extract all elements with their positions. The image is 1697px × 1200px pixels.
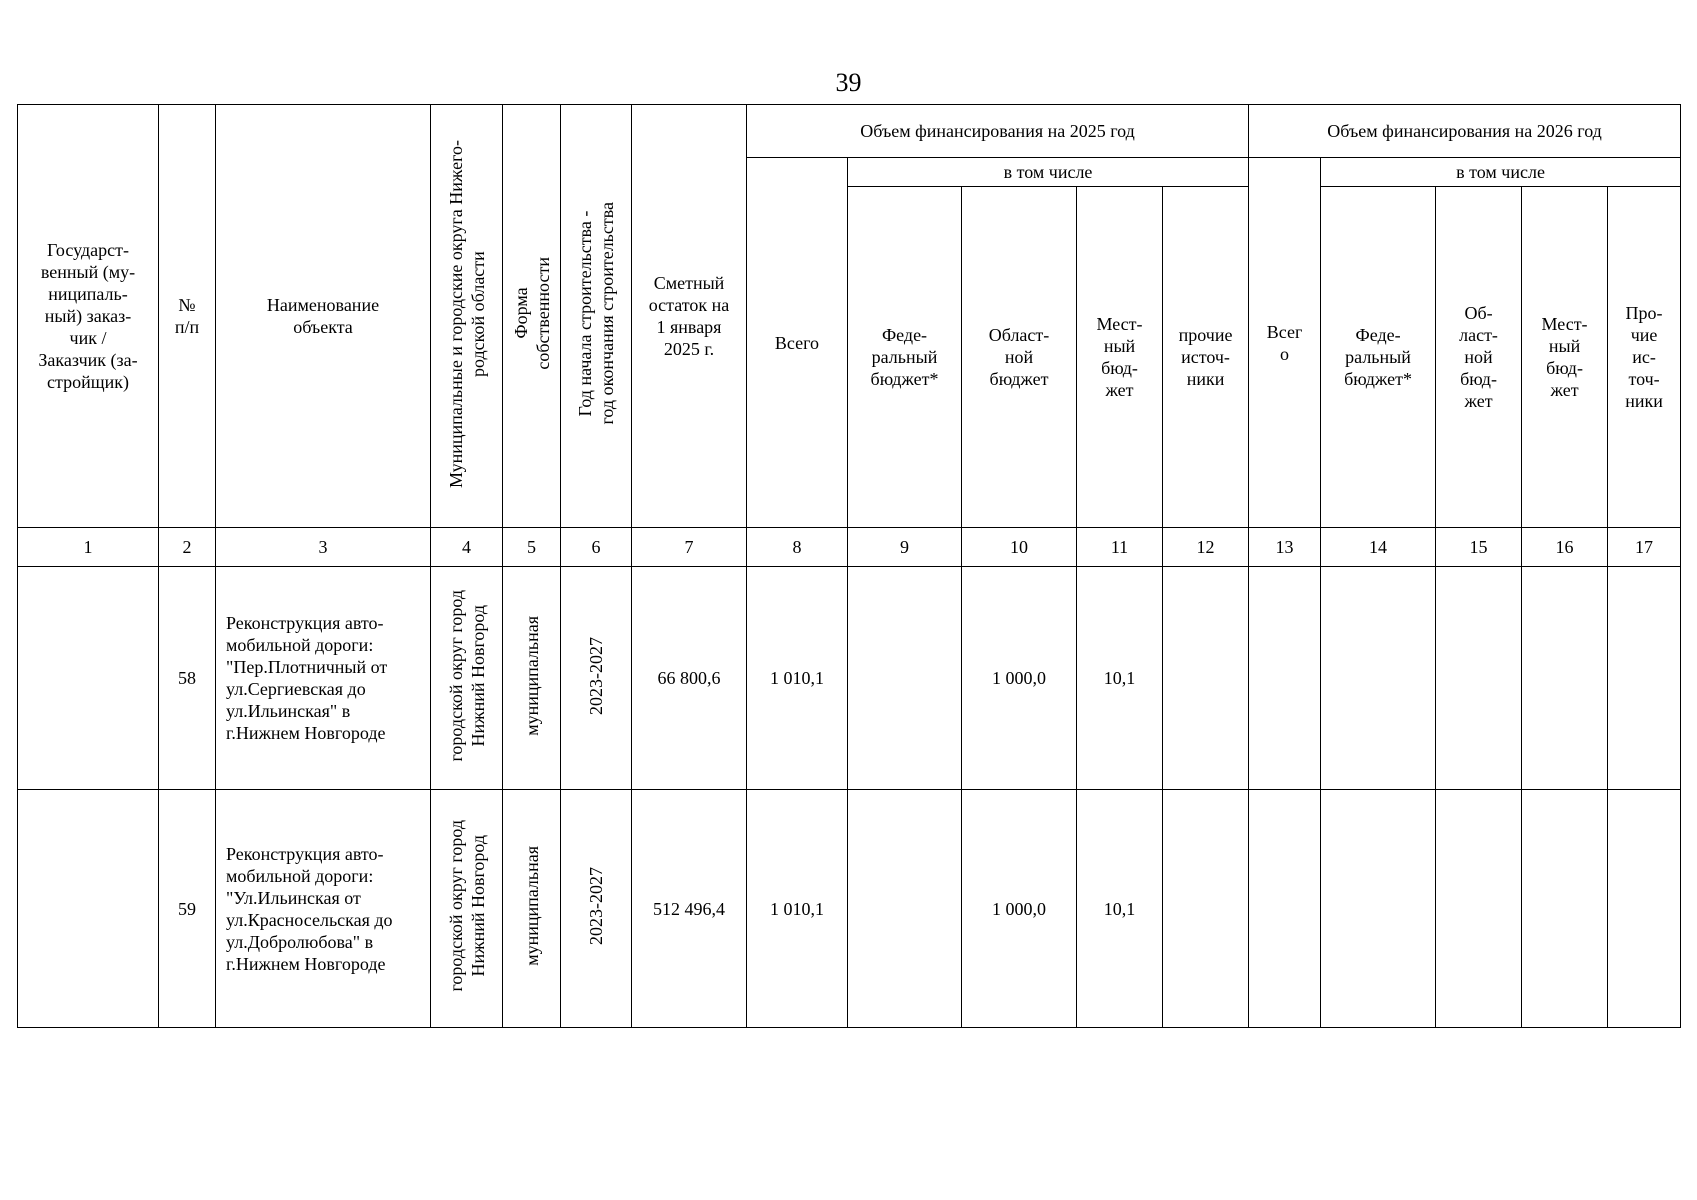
column-number: 1 xyxy=(18,528,159,567)
header-municipality: Муниципальные и городские округа Нижего- родской области xyxy=(445,139,488,488)
header-other-2025: прочие источ- ники xyxy=(1163,187,1249,528)
cell-other-2026 xyxy=(1608,790,1681,1028)
header-customer: Государст- венный (му- ниципаль- ный) заказ- чик / Заказчик (за- стройщик) xyxy=(18,105,159,528)
cell-federal-2025 xyxy=(848,790,962,1028)
ownership-text: муниципальная xyxy=(521,615,542,736)
header-regional-2026: Об- ласт- ной бюд- жет xyxy=(1436,187,1522,528)
column-number: 6 xyxy=(561,528,632,567)
column-number: 17 xyxy=(1608,528,1681,567)
cell-object-name: Реконструкция авто- мобильной дороги: "Ул.Ильинская от ул.Красносельская до ул.Добролюбова" в г.Нижнем Новгороде xyxy=(216,790,431,1028)
column-number: 16 xyxy=(1522,528,1608,567)
cell-federal-2026 xyxy=(1321,790,1436,1028)
years-text: 2023-2027 xyxy=(586,867,606,945)
cell-ownership xyxy=(503,567,561,790)
cell-ownership xyxy=(503,790,561,1028)
cell-other-2026 xyxy=(1608,567,1681,790)
header-years-cell xyxy=(561,105,632,528)
column-number: 9 xyxy=(848,528,962,567)
cell-object-name: Реконструкция авто- мобильной дороги: "Пер.Плотничный от ул.Сергиевская до ул.Ильинская" в г.Нижнем Новгороде xyxy=(216,567,431,790)
header-local-2025: Мест- ный бюд- жет xyxy=(1077,187,1163,528)
cell-regional-2025: 1 000,0 xyxy=(962,567,1077,790)
column-number: 3 xyxy=(216,528,431,567)
header-years: Год начала строительства - год окончания строительства xyxy=(575,202,617,425)
header-total-2025: Всего xyxy=(747,158,848,528)
cell-customer xyxy=(18,790,159,1028)
column-number: 11 xyxy=(1077,528,1163,567)
municipality-text: городской округ город Нижний Новгород xyxy=(445,820,488,992)
cell-regional-2026 xyxy=(1436,790,1522,1028)
cell-regional-2026 xyxy=(1436,567,1522,790)
column-number-row xyxy=(18,528,1681,567)
column-number: 2 xyxy=(159,528,216,567)
header-municipality-cell xyxy=(431,105,503,528)
header-federal-2025: Феде- ральный бюджет* xyxy=(848,187,962,528)
ownership-text: муниципальная xyxy=(521,846,542,966)
cell-total-2026 xyxy=(1249,790,1321,1028)
investment-table xyxy=(17,104,1681,1028)
cell-total-2025: 1 010,1 xyxy=(747,790,848,1028)
column-number: 10 xyxy=(962,528,1077,567)
header-other-2026: Про- чие ис- точ- ники xyxy=(1608,187,1681,528)
years-text: 2023-2027 xyxy=(586,636,606,715)
header-ownership-cell xyxy=(503,105,561,528)
header-group-2026: Объем финансирования на 2026 год xyxy=(1249,105,1681,158)
cell-balance: 66 800,6 xyxy=(632,567,747,790)
header-total-2026: Всег о xyxy=(1249,158,1321,528)
cell-local-2025: 10,1 xyxy=(1077,567,1163,790)
header-local-2026: Мест- ный бюд- жет xyxy=(1522,187,1608,528)
page-number: 39 xyxy=(835,68,862,97)
municipality-text: городской округ город Нижний Новгород xyxy=(445,589,488,762)
column-number: 8 xyxy=(747,528,848,567)
header-balance: Сметный остаток на 1 января 2025 г. xyxy=(632,105,747,528)
cell-other-2025 xyxy=(1163,567,1249,790)
column-number: 15 xyxy=(1436,528,1522,567)
header-including-2026: в том числе xyxy=(1321,158,1681,187)
header-group-2025: Объем финансирования на 2025 год xyxy=(747,105,1249,158)
cell-num: 58 xyxy=(159,567,216,790)
cell-municipality xyxy=(431,790,503,1028)
cell-federal-2026 xyxy=(1321,567,1436,790)
header-federal-2026: Феде- ральный бюджет* xyxy=(1321,187,1436,528)
table-row xyxy=(18,790,1681,1028)
cell-other-2025 xyxy=(1163,790,1249,1028)
header-num: № п/п xyxy=(159,105,216,528)
column-number: 12 xyxy=(1163,528,1249,567)
header-object-name: Наименование объекта xyxy=(216,105,431,528)
header-including-2025: в том числе xyxy=(848,158,1249,187)
cell-total-2026 xyxy=(1249,567,1321,790)
cell-total-2025: 1 010,1 xyxy=(747,567,848,790)
header-ownership: Форма собственности xyxy=(510,257,553,370)
cell-balance: 512 496,4 xyxy=(632,790,747,1028)
cell-years xyxy=(561,567,632,790)
cell-customer xyxy=(18,567,159,790)
cell-federal-2025 xyxy=(848,567,962,790)
column-number: 13 xyxy=(1249,528,1321,567)
cell-municipality xyxy=(431,567,503,790)
cell-years xyxy=(561,790,632,1028)
header-regional-2025: Област- ной бюджет xyxy=(962,187,1077,528)
column-number: 4 xyxy=(431,528,503,567)
cell-regional-2025: 1 000,0 xyxy=(962,790,1077,1028)
column-number: 14 xyxy=(1321,528,1436,567)
column-number: 5 xyxy=(503,528,561,567)
cell-local-2026 xyxy=(1522,567,1608,790)
table-row xyxy=(18,567,1681,790)
cell-local-2025: 10,1 xyxy=(1077,790,1163,1028)
column-number: 7 xyxy=(632,528,747,567)
cell-local-2026 xyxy=(1522,790,1608,1028)
cell-num: 59 xyxy=(159,790,216,1028)
